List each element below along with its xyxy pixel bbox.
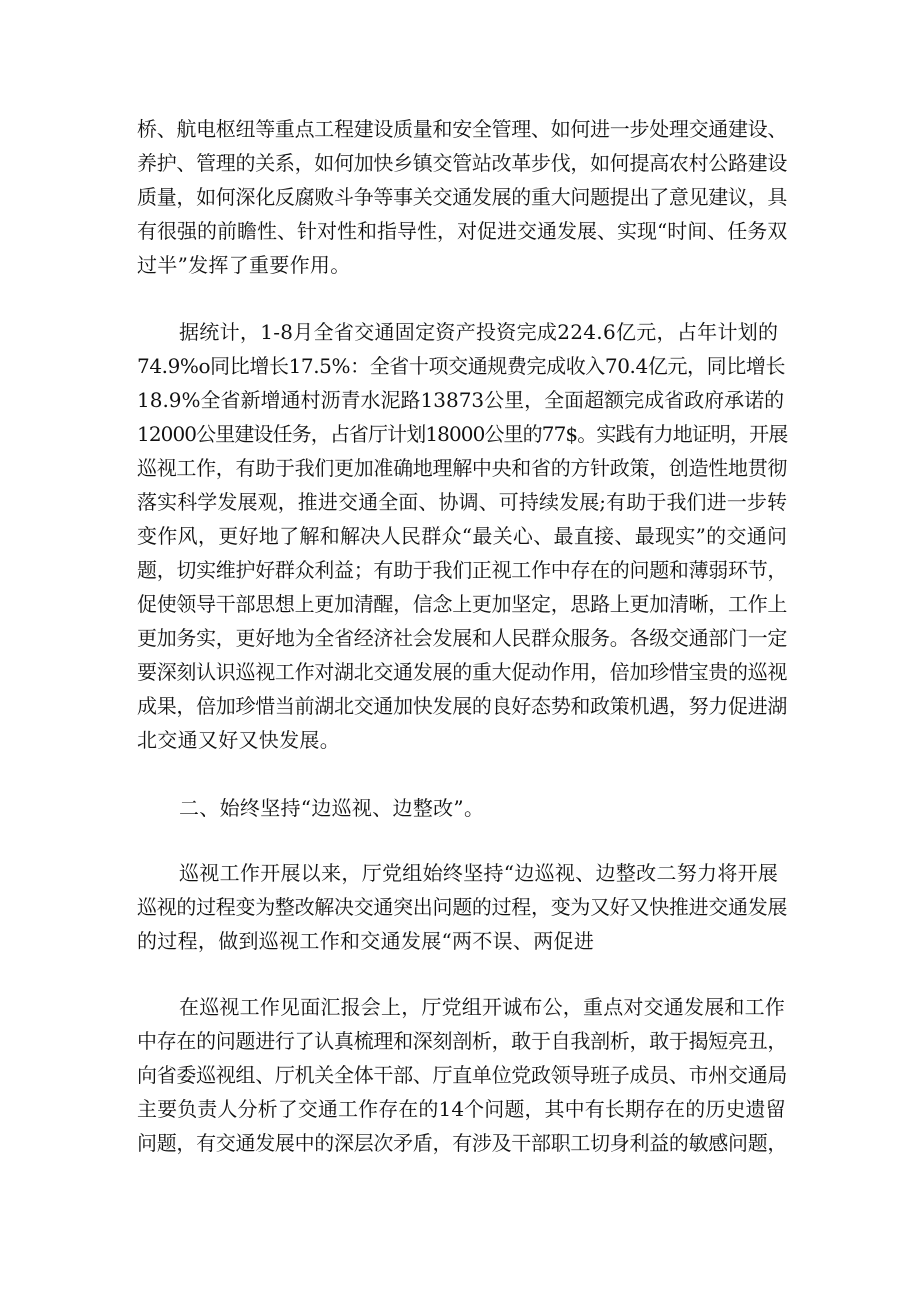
text-line: 向省委巡视组、厅机关全体干部、厅直单位党政领导班子成员、市州交通局 (137, 1063, 788, 1087)
paragraph-3 (137, 856, 787, 958)
text-line: 问题，有交通发展中的深层次矛盾，有涉及干部职工切身利益的敏感问题， (137, 1131, 788, 1155)
text-line: 题，切实维护好群众利益；有助于我们正视工作中存在的问题和薄弱环节， (137, 558, 788, 582)
text-line: 据统计，1-8月全省交通固定资产投资完成224.6亿元，占年计划的 (179, 320, 779, 344)
text-line: 过半”发挥了重要作用。 (137, 253, 351, 277)
text-line: 质量，如何深化反腐败斗争等事关交通发展的重大问题提出了意见建议，具 (137, 185, 788, 209)
text-line: 的过程，做到巡视工作和交通发展“两不误、两促进 (137, 929, 595, 953)
section-heading (137, 791, 787, 825)
text-line: 要深刻认识巡视工作对湖北交通发展的重大促动作用，倍加珍惜宝贵的巡视 (137, 660, 788, 684)
text-line: 更加务实，更好地为全省经济社会发展和人民群众服务。各级交通部门一定 (137, 626, 788, 650)
text-line: 落实科学发展观，推进交通全面、协调、可持续发展;有助于我们进一步转 (137, 490, 788, 514)
paragraph-1 (137, 112, 787, 282)
text-line: 促使领导干部思想上更加清醒，信念上更加坚定，思路上更加清晰，工作上 (137, 592, 788, 616)
text-line: 巡视工作开展以来，厅党组始终坚持“边巡视、边整改二努力将开展 (179, 861, 779, 885)
text-line: 18.9%全省新增通村沥青水泥路13873公里，全面超额完成省政府承诺的 (137, 388, 785, 412)
text-line: 巡视的过程变为整改解决交通突出问题的过程，变为又好又快推进交通发展 (137, 895, 788, 919)
text-line: 北交通又好又快发展。 (137, 728, 340, 752)
text-line: 12000公里建设任务，占省厅计划18000公里的77$。实践有力地证明，开展 (137, 422, 788, 446)
text-line: 养护、管理的关系，如何加快乡镇交管站改革步伐，如何提高农村公路建设 (137, 151, 788, 175)
paragraph-4 (137, 990, 787, 1160)
paragraph-2 (137, 315, 787, 757)
text-line: 主要负责人分析了交通工作存在的14个问题，其中有长期存在的历史遗留 (137, 1097, 786, 1121)
text-line: 成果，倍加珍惜当前湖北交通加快发展的良好态势和政策机遇，努力促进湖 (137, 694, 788, 718)
text-line: 变作风，更好地了解和解决人民群众“最关心、最直接、最现实”的交通问 (137, 524, 788, 548)
text-line: 有很强的前瞻性、针对性和指导性，对促进交通发展、实现“时间、任务双 (137, 219, 788, 243)
text-line: 74.9%o同比增长17.5%：全省十项交通规费完成收入70.4亿元，同比增长 (137, 354, 786, 378)
text-line: 二、始终坚持“边巡视、边整改”。 (179, 796, 485, 820)
text-line: 巡视工作，有助于我们更加准确地理解中央和省的方针政策，创造性地贯彻 (137, 456, 788, 480)
text-line: 在巡视工作见面汇报会上，厅党组开诚布公，重点对交通发展和工作 (179, 995, 785, 1019)
text-line: 中存在的问题进行了认真梳理和深刻剖析，敢于自我剖析，敢于揭短亮丑， (137, 1029, 788, 1053)
text-line: 桥、航电枢纽等重点工程建设质量和安全管理、如何进一步处理交通建设、 (137, 117, 788, 141)
